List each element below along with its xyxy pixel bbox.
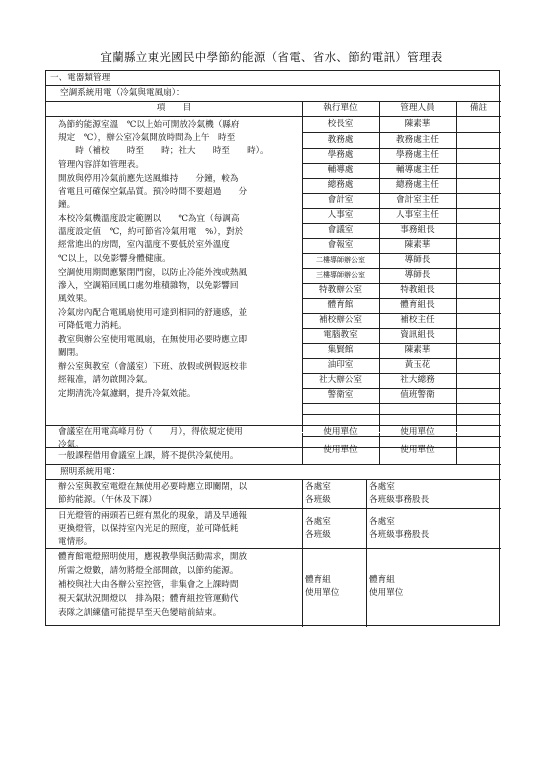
manager-cell: 導師長 [404,270,431,280]
ac-item-line: 鐘。 [58,200,76,210]
ac-item-line: 省電且可確保空氣品質。預冷時間不要超過 分 [58,187,248,197]
manager-cell: 值班警衛 [400,390,435,400]
ac-item-line: 辦公室與教室（會議室）下班、放假或例假返校非 [58,362,248,372]
lighting-manager: 使用單位 [369,588,404,598]
manager-cell: 特教組長 [400,285,435,295]
ac-item-line: 規定 ℃），辦公室冷氣開放時間為上午 時至 [58,133,236,143]
unit-cell: 體育館 [327,300,354,310]
unit-cell: 會計室 [327,195,354,205]
ac-item-line: 管理內容詳如管理表。 [58,160,144,170]
unit-cell: 總務處 [327,180,354,190]
ac-item-line: 教室與辦公室使用電風扇，在無使用必要時應立即 [58,335,248,345]
lighting-unit: 各班級 [305,495,331,505]
lighting-item-line: 補校與社大由各辦公室控管，非集會之上課時間 [58,580,239,590]
header-manager: 管理人員 [400,103,435,113]
ac-item-line: 定期清洗冷氣濾網，提升冷氣效能。 [58,389,196,399]
lighting-item-line: 視天氣狀況開燈以 排為限；體育組控管運動代 [58,594,239,604]
unit-cell: 校長室 [327,119,354,129]
unit-cell: 輔導處 [327,165,354,175]
ac-heading: 空調系統用電（冷氣與電風扇）： [60,88,185,98]
lighting-manager: 各處室 [369,482,395,492]
row-divider [46,508,501,509]
lighting-heading: 照明系統用電： [60,467,121,477]
lighting-unit: 體育組 [305,575,331,585]
lighting-item-line: 更換燈管，以保持室內光足的照度，並可降低耗 [58,524,239,534]
header-item: 項 目 [156,103,192,113]
ac-item-line: 開放與停用冷氣前應先送風維持 分鐘，較為 [58,174,239,184]
manager-cell: 學務處主任 [396,150,439,160]
unit-cell: 人事室 [327,210,354,220]
manager-cell: 補校主任 [400,315,435,325]
meeting-item-line: 一般課程借用會議室上課，將不提供冷氣使用。 [58,451,239,461]
lighting-unit: 各處室 [305,482,331,492]
ac-item-line: 冷氣房內配合電風扇使用可達到相同的舒適感，並 [58,308,248,318]
lighting-manager: 各處室 [369,517,395,527]
ac-item-line: ℃以上，以免影響身體健康。 [58,254,171,264]
lighting-manager: 各班級事務股長 [369,530,430,540]
lighting-item-line: 日光燈管的兩頭若已經有黑化的現象，請及早通報 [58,511,248,521]
unit-cell: 油印室 [327,360,354,370]
header-divider [46,116,501,117]
ac-item-line: 空調使用期間應緊閉門窗，以防止冷能外洩或熱風 [58,268,248,278]
meeting-item-line: 會議室在用電高峰月份（ 月），得依規定使用 [58,427,243,437]
lighting-item-line: 所需之燈數，請勿將燈全部開啟，以節約能源。 [58,566,239,576]
manager-cell: 社大總務 [400,375,435,385]
manager-cell: 陳素華 [404,240,431,250]
ac-item-line: 經常進出的房間，室內溫度不要低於室外溫度 [58,240,230,250]
manager-cell: 資訊組長 [400,330,435,340]
management-table [45,70,500,626]
meeting-manager: 使用單位 [400,427,435,437]
row-divider [46,548,501,549]
meeting-unit: 使用單位 [323,445,358,455]
lighting-item-line: 表隊之訓練儘可能提早至天色變暗前結束。 [58,608,222,618]
meeting-unit: 使用單位 [323,427,358,437]
unit-cell: 二樓導師辦公室 [316,256,365,264]
ac-item-line: 本校冷氣機溫度設定範圍以 ℃為宜（每調高 [58,214,240,224]
meeting-item-line: 冷氣。 [58,440,84,450]
unit-cell: 補校辦公室 [319,315,362,325]
unit-cell: 集賢館 [327,345,354,355]
ac-item-line: 為節約能源室溫 ℃以上始可開放冷氣機（縣府 [58,120,240,130]
lighting-manager: 各班級事務股長 [369,495,430,505]
ac-item-line: 可降低電力消耗。 [58,321,127,331]
unit-cell: 教務處 [327,135,354,145]
ac-item-line: 時（補校 時至 時；社大 時至 時）。 [58,146,269,156]
ac-item-line: 風效果。 [58,294,93,304]
lighting-unit: 使用單位 [305,588,340,598]
manager-cell: 教務處主任 [396,135,439,145]
lighting-unit: 各班級 [305,530,331,540]
manager-cell: 陳素華 [404,119,431,129]
row-divider [46,464,501,465]
header-unit: 執行單位 [323,103,358,113]
lighting-item-line: 節約能源。（午休及下課） [58,495,157,505]
unit-cell: 會報室 [327,240,354,250]
manager-cell: 輔導處主任 [396,165,439,175]
manager-cell: 黃玉花 [404,360,431,370]
unit-cell: 電腦教室 [323,330,358,340]
header-remarks: 備註 [469,103,488,113]
manager-cell: 會計室主任 [396,195,439,205]
section-heading: 一、電器類管理 [50,73,111,83]
unit-cell: 特教辦公室 [319,285,362,295]
manager-cell: 總務處主任 [396,180,439,190]
lighting-item-line: 體育館電燈照明使用，應視教學與活動需求，開放 [58,552,248,562]
unit-cell: 社大辦公室 [319,375,362,385]
manager-cell: 導師長 [404,255,431,265]
column-divider [456,101,457,432]
document-title: 宜蘭縣立東光國民中學節約能源（省電、省水、節約電訊）管理表 [100,50,443,64]
manager-cell: 陳素華 [404,345,431,355]
manager-cell: 體育組長 [400,300,435,310]
ac-item-line: 溫度設定值 ℃，約可節省冷氣用電 %），對於 [58,227,244,237]
unit-cell: 三樓導師辦公室 [316,271,365,279]
ac-item-line: 經報准，請勿啟開冷氣。 [58,375,153,385]
row-divider [46,85,501,86]
lighting-item-line: 電情形。 [58,537,93,547]
ac-item-line: 關閉。 [58,348,84,358]
lighting-manager: 體育組 [369,575,395,585]
manager-cell: 事務組長 [400,225,435,235]
lighting-unit: 各處室 [305,517,331,527]
unit-cell: 會議室 [327,225,354,235]
unit-cell: 警衛室 [327,390,354,400]
meeting-manager: 使用單位 [400,445,435,455]
manager-cell: 人事室主任 [396,210,439,220]
lighting-item-line: 辦公室與教室電燈在無使用必要時應立即關閉，以 [58,482,248,492]
ac-item-line: 滲入，空調箱回風口處勿堆積雜物，以免影響回 [58,281,239,291]
unit-cell: 學務處 [327,150,354,160]
